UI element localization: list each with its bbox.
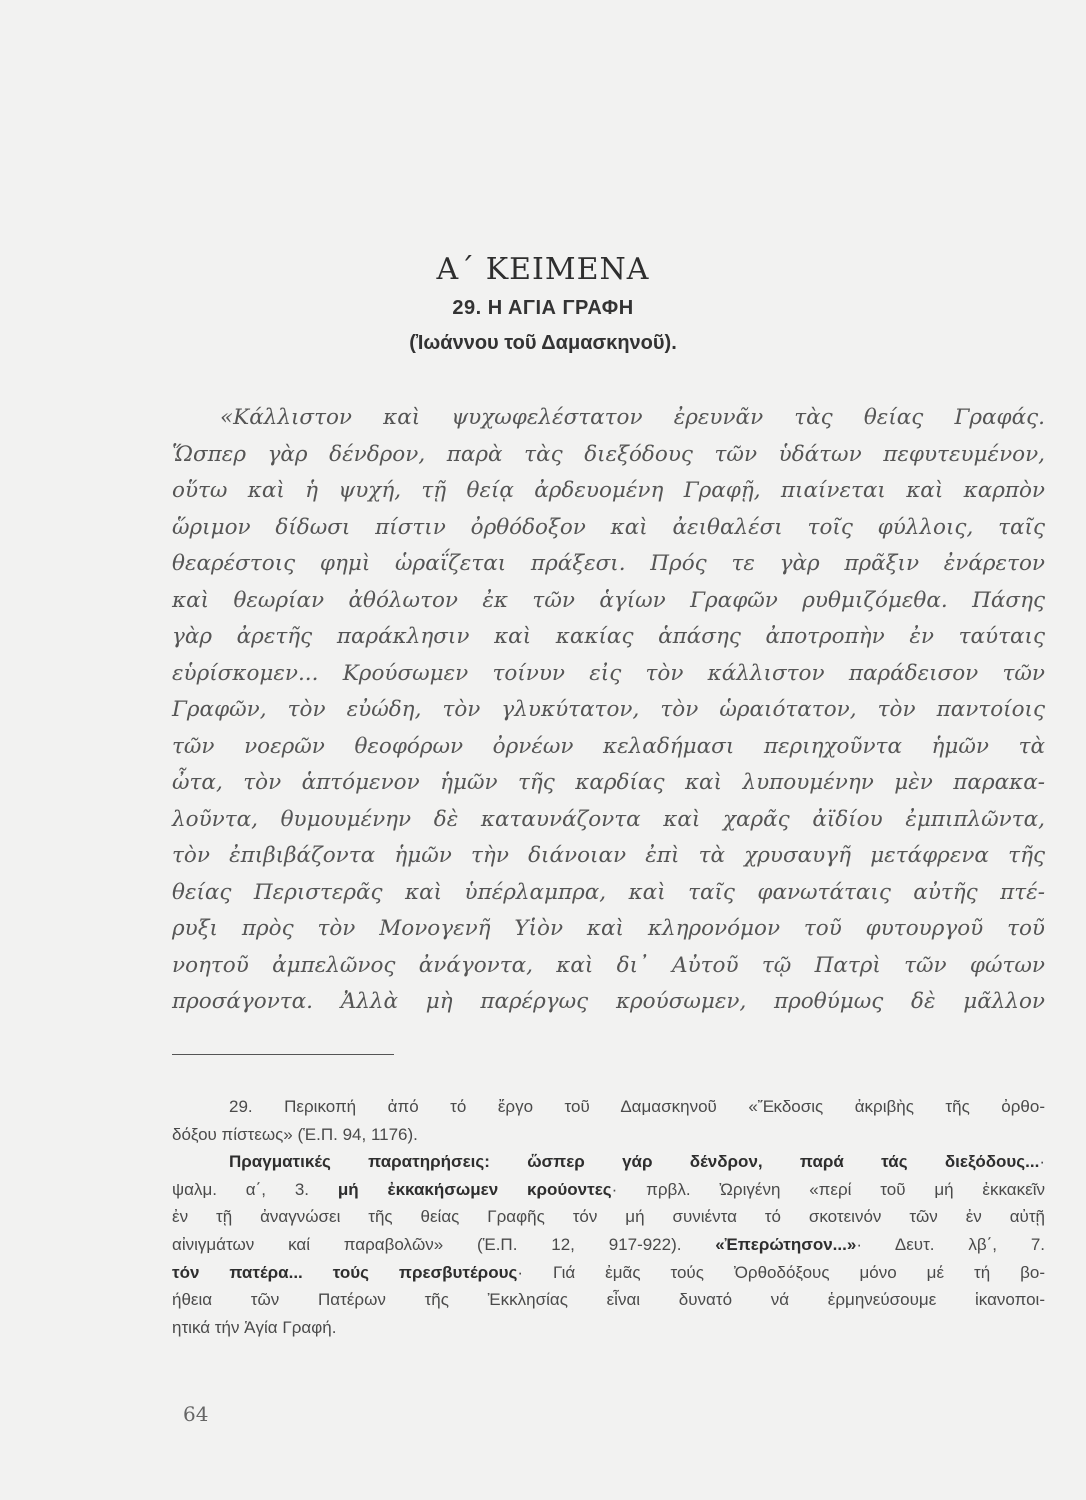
page-number: 64 — [183, 1402, 209, 1426]
text-line: «Κάλλιστον καὶ ψυχωφελέστατον ἐρευνᾶν τὰς θείας Γραφάς. — [220, 405, 1045, 430]
text-line: Ὥσπερ γὰρ δένδρον, παρὰ τὰς διεξόδους τῶν ὑδάτων πεφυτευμένον, — [172, 441, 1045, 467]
footnote-bold-phrase: «Ἐπερώτησον...» — [715, 1234, 857, 1254]
footnote-line — [172, 1176, 1045, 1204]
footnote-bold-phrase: Πραγματικές παρατηρήσεις: ὥσπερ γάρ δένδρον, παρά τάς διεξόδους... — [229, 1152, 1040, 1172]
text-line: εὑρίσκομεν... Κρούσωμεν τοίνυν εἰς τὸν κάλλιστον παράδεισον τῶν — [172, 660, 1045, 686]
footnote-line: ητικά τήν Ἁγία Γραφή. — [172, 1317, 337, 1337]
section-title: Α΄ ΚΕΙΜΕΝΑ — [436, 252, 650, 287]
text-line: λοῦντα, θυμουμένην δὲ καταυνάζοντα καὶ χαρᾶς ἀϊδίου ἐμπιπλῶντα, — [172, 806, 1045, 832]
footnote-line — [172, 1231, 1045, 1259]
footnotes — [172, 1093, 1045, 1341]
text-line: τῶν νοερῶν θεοφόρων ὀρνέων κελαδήμασι περιηχοῦντα ἡμῶν τὰ — [172, 733, 1045, 759]
text-line: θείας Περιστερᾶς καὶ ὑπέρλαμπρα, καὶ ταῖς φανωτάταις αὐτῆς πτέ- — [172, 879, 1045, 905]
footnote-line: ἐν τῇ ἀναγνώσει τῆς θείας Γραφῆς τόν μή συνιέντα τό σκοτεινόν τῶν ἐν αὐτῇ — [172, 1207, 1045, 1227]
main-text — [172, 400, 1045, 1021]
footnote-bold-phrase: μή ἐκκακήσωμεν κρούοντες — [337, 1179, 612, 1199]
footnote-text: · πρβλ. Ὠριγένη «περί τοῦ μή ἐκκακεῖν — [611, 1179, 1045, 1199]
footnote-text: αἰνιγμάτων καί παραβολῶν» (Ἑ.Π. 12, 917-922). — [172, 1234, 716, 1254]
footnote-text: · Γιά ἐμᾶς τούς Ὀρθοδόξους μόνο μέ τή βο- — [517, 1262, 1046, 1282]
footnote-bold-phrase: τόν πατέρα... τούς πρεσβυτέρους — [172, 1262, 518, 1282]
footnote-line: ήθεια τῶν Πατέρων τῆς Ἐκκλησίας εἶναι δυνατό νά ἑρμηνεύσουμε ἱκανοποι- — [172, 1290, 1045, 1310]
footnote-text: · Δευτ. λβ΄, 7. — [856, 1234, 1045, 1254]
text-line: ρυξι πρὸς τὸν Μονογενῆ Υἱὸν καὶ κληρονόμον τοῦ φυτουργοῦ τοῦ — [172, 916, 1045, 941]
text-line: καὶ θεωρίαν ἀθόλωτον ἐκ τῶν ἁγίων Γραφῶν ρυθμιζόμεθα. Πάσης — [172, 587, 1045, 613]
footnote-text: ψαλμ. α΄, 3. — [172, 1179, 338, 1199]
chapter-subtitle: (Ἰωάννου τοῦ Δαμασκηνοῦ). — [409, 332, 677, 354]
text-line: νοητοῦ ἀμπελῶνος ἀνάγοντα, καὶ δι᾽ Αὐτοῦ τῷ Πατρὶ τῶν φώτων — [172, 952, 1045, 978]
footnote-line: δόξου πίστεως» (Ἑ.Π. 94, 1176). — [172, 1124, 418, 1144]
text-line: θεαρέστοις φημὶ ὡραΐζεται πράξεσι. Πρός τε γὰρ πρᾶξιν ἐνάρετον — [172, 551, 1045, 576]
footnote-divider — [172, 1054, 394, 1055]
text-line: τὸν ἐπιβιβάζοντα ἡμῶν τὴν διάνοιαν ἐπὶ τὰ χρυσαυγῆ μετάφρενα τῆς — [172, 843, 1045, 868]
chapter-title: 29. Η ΑΓΙΑ ΓΡΑΦΗ — [452, 297, 634, 319]
text-line: ὥριμον δίδωσι πίστιν ὀρθόδοξον καὶ ἀειθαλέσι τοῖς φύλλοις, ταῖς — [172, 514, 1045, 540]
footnote-line: 29. Περικοπή ἀπό τό ἔργο τοῦ Δαμασκηνοῦ «Ἔκδοσις ἀκριβὴς τῆς ὀρθο- — [229, 1097, 1045, 1116]
footnote-line — [172, 1259, 1045, 1287]
footnote-text: · — [1039, 1152, 1045, 1172]
text-line: ὦτα, τὸν ἁπτόμενον ἡμῶν τῆς καρδίας καὶ λυπουμένην μὲν παρακα- — [172, 770, 1045, 795]
text-line: γὰρ ἀρετῆς παράκλησιν καὶ κακίας ἁπάσης ἀποτροπὴν ἐν ταύταις — [172, 624, 1045, 649]
text-line: οὕτω καὶ ἡ ψυχή, τῇ θείᾳ ἀρδευομένη Γραφῇ, πιαίνεται καὶ καρπὸν — [172, 478, 1045, 503]
text-line: προσάγοντα. Ἀλλὰ μὴ παρέργως κρούσωμεν, προθύμως δὲ μᾶλλον — [172, 989, 1045, 1014]
text-line: Γραφῶν, τὸν εὐώδη, τὸν γλυκύτατον, τὸν ὡραιότατον, τὸν παντοίοις — [172, 697, 1045, 722]
footnote-line — [172, 1148, 1045, 1176]
